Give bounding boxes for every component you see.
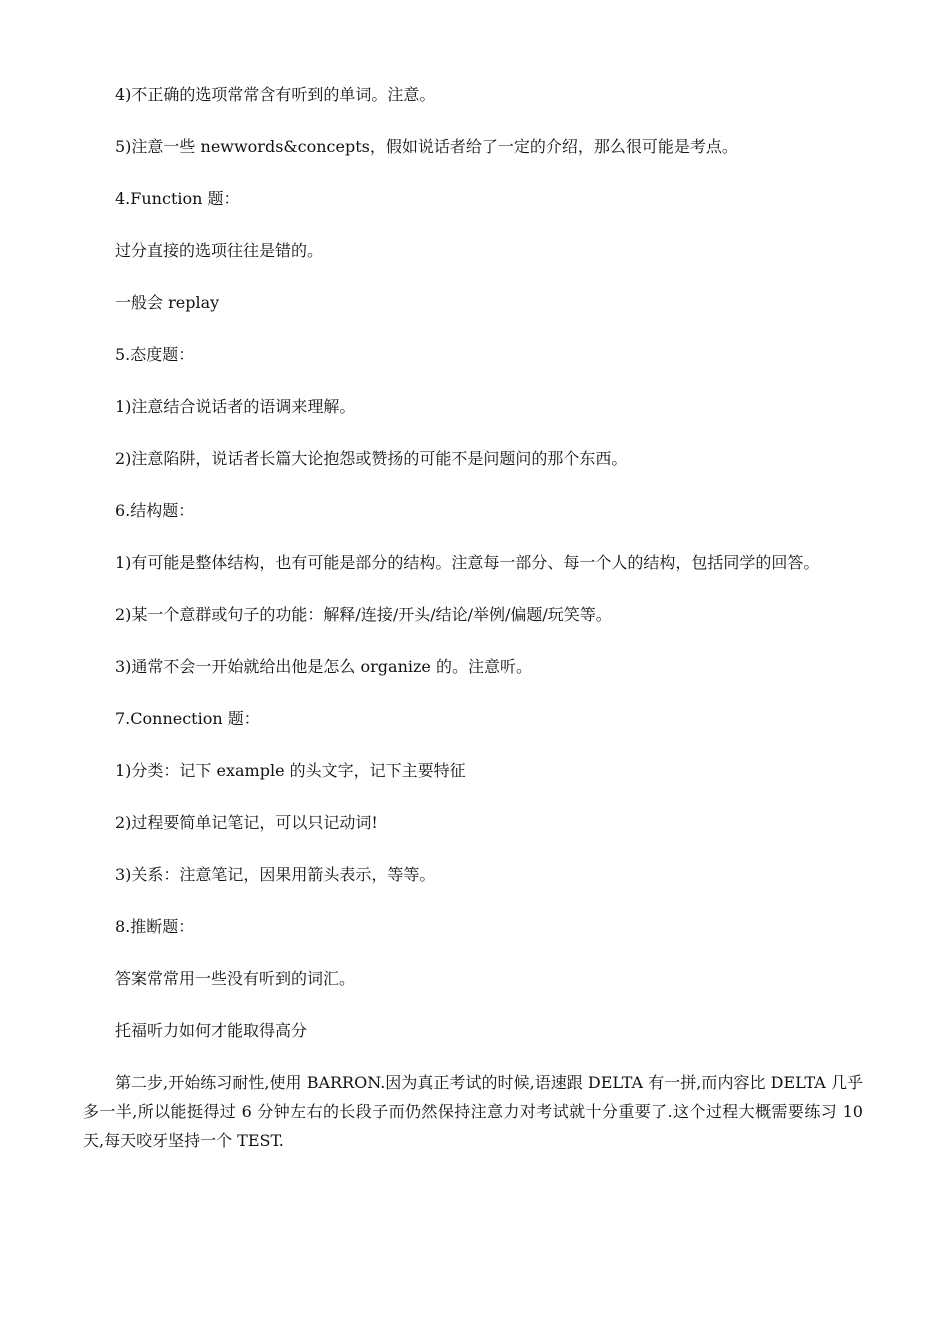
paragraph-3: 4.Function 题： <box>115 189 240 208</box>
paragraph-8: 2)注意陷阱，说话者长篇大论抱怨或赞扬的可能不是问题问的那个东西。 <box>115 449 628 468</box>
paragraph-1: 4)不正确的选项常常含有听到的单词。注意。 <box>115 85 436 104</box>
paragraph-5: 一般会 replay <box>115 293 220 312</box>
paragraph-18: 答案常常用一些没有听到的词汇。 <box>115 969 356 988</box>
paragraph-6: 5.态度题： <box>115 345 195 364</box>
paragraph-13: 7.Connection 题： <box>115 709 260 728</box>
paragraph-12: 3)通常不会一开始就给出他是怎么 organize 的。注意听。 <box>115 657 532 676</box>
paragraph-10: 1)有可能是整体结构，也有可能是部分的结构。注意每一部分、每一个人的结构，包括同学的回答。 <box>115 553 820 572</box>
paragraph-16: 3)关系：注意笔记，因果用箭头表示，等等。 <box>115 865 436 884</box>
paragraph-20: 第二步,开始练习耐性,使用 BARRON.因为真正考试的时候,语速跟 DELTA 有一拼,而内容比 DELTA 几乎多一半,所以能挺得过 6 分钟左右的长段子而仍然保持注意力对考试就十分重要了.这个过程大概需要练习 10 天,每天咬牙坚持一个 TEST. <box>83 1073 863 1150</box>
document-body <box>83 80 863 1178</box>
paragraph-14: 1)分类：记下 example 的头文字，记下主要特征 <box>115 761 466 780</box>
paragraph-15: 2)过程要简单记笔记，可以只记动词! <box>115 813 378 832</box>
paragraph-4: 过分直接的选项往往是错的。 <box>115 241 324 260</box>
paragraph-9: 6.结构题： <box>115 501 195 520</box>
paragraph-17: 8.推断题： <box>115 917 195 936</box>
paragraph-11: 2)某一个意群或句子的功能：解释/连接/开头/结论/举例/偏题/玩笑等。 <box>115 605 612 624</box>
paragraph-7: 1)注意结合说话者的语调来理解。 <box>115 397 356 416</box>
section-heading: 托福听力如何才能取得高分 <box>115 1021 308 1040</box>
paragraph-2: 5)注意一些 newwords&concepts，假如说话者给了一定的介绍，那么很可能是考点。 <box>115 137 738 156</box>
